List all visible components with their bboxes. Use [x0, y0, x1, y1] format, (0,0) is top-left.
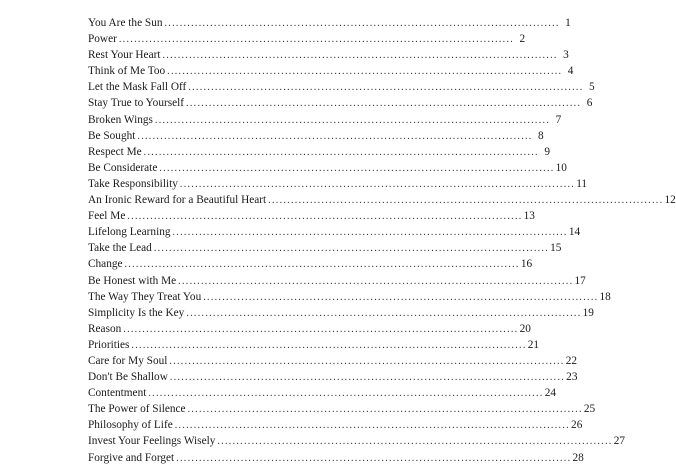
toc-entry[interactable]	[88, 337, 540, 353]
toc-entry[interactable]	[88, 208, 535, 224]
toc-entry-page-number: 11	[576, 177, 588, 190]
toc-entry-title: Feel Me	[88, 210, 126, 223]
dot-leader	[186, 306, 579, 322]
toc-entry-page-number: 6	[586, 97, 593, 110]
toc-entry-title: Think of Me Too	[88, 65, 166, 78]
toc-entry-title: Invest Your Feelings Wisely	[88, 435, 216, 448]
toc-entry-page-number: 25	[583, 403, 596, 416]
toc-entry-page-number: 7	[555, 113, 562, 126]
toc-entry-page-number: 4	[567, 65, 574, 78]
toc-entry[interactable]	[88, 63, 574, 79]
toc-entry-title: The Way They Treat You	[88, 290, 202, 303]
toc-entry[interactable]	[88, 95, 593, 111]
toc-entry[interactable]	[88, 176, 588, 192]
toc-entry-page-number: 10	[555, 161, 567, 174]
toc-entry[interactable]	[88, 79, 595, 95]
toc-entry-page-number: 8	[538, 129, 544, 142]
toc-entry[interactable]	[88, 112, 562, 128]
toc-entry-page-number: 28	[572, 451, 584, 464]
toc-entry-title: Broken Wings	[88, 113, 153, 126]
dot-leader	[188, 80, 581, 96]
toc-entry-title: The Power of Silence	[88, 403, 186, 416]
toc-entry-title: Care for My Soul	[88, 354, 168, 367]
toc-entry[interactable]	[88, 417, 583, 433]
toc-entry-page-number: 22	[565, 354, 577, 367]
toc-entry-title: Power	[88, 33, 117, 46]
toc-entry-page-number: 9	[544, 145, 550, 158]
toc-entry-title: Priorities	[88, 338, 130, 351]
toc-entry-title: An Ironic Reward for a Beautiful Heart	[88, 194, 267, 207]
toc-entry-title: You Are the Sun	[88, 17, 163, 29]
toc-entry-title: Contentment	[88, 387, 147, 400]
dot-leader	[268, 193, 661, 209]
dot-leader	[176, 451, 569, 467]
toc-entry-title: Lifelong Learning	[88, 226, 171, 239]
toc-entry-page-number: 3	[563, 49, 569, 62]
dot-leader	[167, 64, 560, 80]
toc-entry-page-number: 20	[519, 322, 531, 335]
toc-entry-page-number: 14	[568, 226, 581, 239]
toc-entry[interactable]	[88, 401, 596, 417]
dot-leader	[131, 338, 524, 354]
toc-entry-page-number: 19	[582, 306, 594, 319]
toc-entry-title: Stay True to Yourself	[88, 97, 185, 110]
toc-entry-title: Change	[88, 258, 123, 271]
dot-leader	[154, 241, 547, 257]
toc-entry[interactable]	[88, 433, 625, 449]
dot-leader	[123, 322, 516, 338]
toc-entry-title: Simplicity Is the Key	[88, 306, 185, 319]
toc-entry-title: Be Sought	[88, 129, 136, 142]
toc-entry-title: Take the Lead	[88, 242, 152, 255]
toc-entry-title: Rest Your Heart	[88, 49, 161, 62]
toc-entry[interactable]	[88, 128, 544, 144]
toc-entry[interactable]	[88, 224, 581, 240]
toc-entry-page-number: 23	[566, 371, 578, 384]
toc-entry[interactable]	[88, 369, 578, 385]
toc-entry-title: Philosophy of Life	[88, 419, 173, 432]
toc-entry[interactable]	[88, 353, 577, 369]
dot-leader	[155, 113, 548, 129]
toc-entry[interactable]	[88, 385, 556, 401]
toc-entry[interactable]	[88, 144, 550, 160]
dot-leader	[127, 209, 520, 225]
toc-entry[interactable]	[88, 305, 594, 321]
toc-entry-title: Reason	[88, 322, 122, 335]
table-of-contents	[88, 15, 676, 466]
toc-entry[interactable]	[88, 31, 526, 47]
toc-entry-title: Don't Be Shallow	[88, 371, 168, 384]
dot-leader	[148, 386, 541, 402]
dot-leader	[137, 129, 530, 145]
dot-leader	[163, 48, 556, 64]
toc-entry[interactable]	[88, 240, 562, 256]
toc-entry[interactable]	[88, 160, 567, 176]
toc-entry[interactable]	[88, 450, 584, 466]
dot-leader	[173, 225, 566, 241]
dot-leader	[180, 177, 573, 193]
dot-leader	[175, 418, 568, 434]
toc-entry-page-number: 21	[527, 338, 540, 351]
dot-leader	[169, 354, 562, 370]
toc-entry-page-number: 13	[523, 210, 535, 223]
toc-entry-title: Be Honest with Me	[88, 274, 177, 287]
toc-entry-page-number: 12	[664, 194, 676, 207]
dot-leader	[203, 290, 596, 306]
dot-leader	[217, 434, 610, 450]
toc-entry[interactable]	[88, 192, 676, 208]
toc-entry-page-number: 18	[599, 290, 611, 303]
dot-leader	[165, 16, 558, 32]
toc-entry-page-number: 1	[565, 17, 571, 29]
dot-leader	[186, 96, 579, 112]
toc-entry[interactable]	[88, 256, 533, 272]
toc-entry-title: Be Considerate	[88, 161, 158, 174]
dot-leader	[119, 32, 512, 48]
toc-entry-page-number: 2	[519, 33, 526, 46]
toc-entry[interactable]	[88, 15, 571, 31]
toc-entry-page-number: 17	[574, 274, 586, 287]
toc-entry-page-number: 26	[571, 419, 583, 432]
toc-entry-title: Respect Me	[88, 145, 142, 158]
toc-entry[interactable]	[88, 273, 586, 289]
dot-leader	[178, 274, 571, 290]
toc-entry-page-number: 15	[550, 242, 562, 255]
dot-leader	[125, 257, 518, 273]
dot-leader	[159, 161, 552, 177]
toc-entry-title: Forgive and Forget	[88, 451, 175, 464]
dot-leader	[170, 370, 563, 386]
dot-leader	[188, 402, 581, 418]
toc-entry[interactable]	[88, 321, 531, 337]
toc-entry-page-number: 24	[544, 387, 556, 400]
toc-entry-page-number: 5	[588, 81, 595, 94]
toc-entry-title: Let the Mask Fall Off	[88, 81, 187, 94]
toc-entry[interactable]	[88, 289, 611, 305]
toc-entry-page-number: 27	[613, 435, 625, 448]
toc-entry-page-number: 16	[520, 258, 533, 271]
toc-entry-title: Take Responsibility	[88, 177, 178, 190]
toc-entry[interactable]	[88, 47, 569, 63]
dot-leader	[144, 145, 537, 161]
